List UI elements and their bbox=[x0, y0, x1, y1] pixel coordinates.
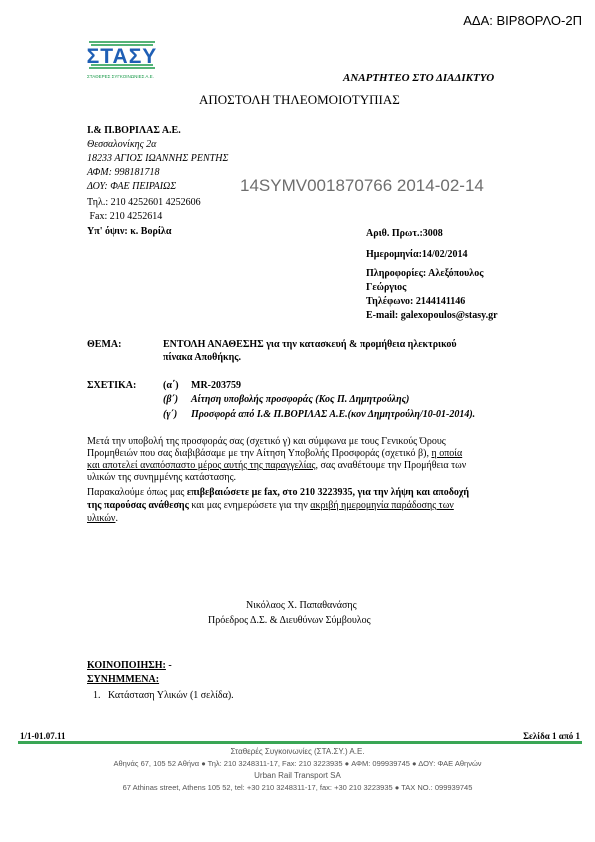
ada-code: ΑΔΑ: ΒΙΡ8ΟΡΛΟ-2Π bbox=[463, 13, 582, 28]
contact-email[interactable]: E-mail: galexopoulos@stasy.gr bbox=[366, 310, 498, 321]
posted-online-label: ΑΝΑΡΤΗΤΕΟ ΣΤΟ ΔΙΑΔΙΚΤΥΟ bbox=[343, 72, 495, 84]
subject-line1: ΕΝΤΟΛΗ ΑΝΑΘΕΣΗΣ για την κατασκευή & προμήθεια ηλεκτρικού bbox=[163, 339, 457, 350]
related-item-c: Προσφορά από Ι.& Π.ΒΟΡΙΛΑΣ Α.Ε.(κον Δημητρούλη/10-01-2014). bbox=[191, 409, 476, 420]
stasy-logo bbox=[87, 32, 157, 82]
related-label: ΣΧΕΤΙΚΑ: bbox=[87, 380, 137, 391]
info-contact: Πληροφορίες: Αλεξόπουλος bbox=[366, 268, 484, 279]
recipient-fax: Fax: 210 4252614 bbox=[87, 211, 163, 222]
related-item-b: Αίτηση υποβολής προσφοράς (Κος Π. Δημητρούλης) bbox=[191, 394, 410, 405]
form-code: 1/1-01.07.11 bbox=[20, 731, 66, 741]
body-p2-line1: Παρακαλούμε όπως μας επιβεβαιώσετε με fax, στο 210 3223935, για την λήψη και αποδοχή bbox=[87, 487, 470, 498]
body-p2-line3: υλικών. bbox=[87, 513, 118, 524]
attachments-label: ΣΥΝΗΜΜΕΝΑ: bbox=[87, 674, 160, 685]
info-contact-name: Γεώργιος bbox=[366, 282, 407, 293]
footer-company-gr: Σταθερές Συγκοινωνίες (ΣΤΑ.ΣΥ.) Α.Ε. bbox=[230, 747, 365, 756]
svg-text:ΣΤΑΣΥ: ΣΤΑΣΥ bbox=[87, 45, 157, 68]
body-p1-line3: και αποτελεί αναπόσπαστο μέρος αυτής της παραγγελίας, σας αναθέτουμε την Προμήθεια των bbox=[87, 460, 467, 471]
registry-stamp: 14SYMV001870766 2014-02-14 bbox=[240, 176, 484, 195]
protocol-number: Αριθ. Πρωτ.:3008 bbox=[366, 228, 443, 239]
footer-address-gr: Αθηνάς 67, 105 52 Αθήνα ● Τηλ: 210 3248311-17, Fax: 210 3223935 ● ΑΦΜ: 099939745 ● ΔΟΥ: ΦΑΕ Αθηνών bbox=[113, 759, 482, 768]
recipient-doy: ΔΟΥ: ΦΑΕ ΠΕΙΡΑΙΩΣ bbox=[87, 181, 177, 192]
recipient-company: Ι.& Π.ΒΟΡΙΛΑΣ Α.Ε. bbox=[87, 125, 181, 136]
body-p2-line2: της παρούσας ανάθεσης και μας ενημερώσετε για την ακριβή ημερομηνία παράδοσης των bbox=[87, 500, 454, 511]
contact-phone: Τηλέφωνο: 2144141146 bbox=[366, 296, 466, 307]
attachment-item: 1. Κατάσταση Υλικών (1 σελίδα). bbox=[93, 690, 234, 701]
recipient-phone: Τηλ.: 210 4252601 4252606 bbox=[87, 197, 201, 208]
body-p1-line1: Μετά την υποβολή της προσφοράς σας (σχετικό γ) και σύμφωνα με τους Γενικούς Όρους bbox=[87, 436, 446, 447]
footer-address-en: 67 Athinas street, Athens 105 52, tel: +30 210 3248311-17, fax: +30 210 3223935 ● TAX NO.: 099939745 bbox=[122, 783, 473, 792]
recipient-afm: ΑΦΜ: 998181718 bbox=[87, 167, 160, 178]
recipient-city: 18233 ΑΓΙΟΣ ΙΩΑΝΝΗΣ ΡΕΝΤΗΣ bbox=[87, 153, 229, 164]
logo-subtitle: ΣΤΑΘΕΡΕΣ ΣΥΓΚΟΙΝΩΝΙΕΣ Α.Ε. bbox=[87, 74, 154, 79]
related-mark-b: (β΄) bbox=[163, 394, 179, 405]
recipient-street: Θεσσαλονίκης 2α bbox=[87, 139, 157, 150]
body-p1-line4: υλικών της συνημμένης κατάστασης. bbox=[87, 472, 237, 483]
recipient-attention: Υπ' όψιν: κ. Βορίλα bbox=[87, 226, 172, 237]
footer-company-en: Urban Rail Transport SA bbox=[254, 771, 341, 780]
body-p1-line2: Προμηθειών που σας διαβιβάσαμε με την Αίτηση Υποβολής Προσφοράς (σχετικό β), η οποία bbox=[87, 448, 463, 459]
related-item-a: MR-203759 bbox=[191, 380, 241, 391]
cc-line: ΚΟΙΝΟΠΟΙΗΣΗ: - bbox=[87, 660, 172, 671]
document-title: ΑΠΟΣΤΟΛΗ ΤΗΛΕΟΜΟΙΟΤΥΠΙΑΣ bbox=[199, 92, 400, 107]
page-number: Σελίδα 1 από 1 bbox=[523, 731, 580, 741]
signatory-name: Νικόλαος Χ. Παπαθανάσης bbox=[246, 600, 357, 611]
related-mark-c: (γ΄) bbox=[163, 409, 178, 420]
signatory-title: Πρόεδρος Δ.Σ. & Διευθύνων Σύμβουλος bbox=[208, 615, 371, 626]
related-mark-a: (α΄) bbox=[163, 380, 179, 391]
subject-label: ΘΕΜΑ: bbox=[87, 339, 122, 350]
document-date: Ημερομηνία:14/02/2014 bbox=[366, 249, 468, 260]
footer-divider bbox=[18, 741, 582, 744]
subject-line2: πίνακα Αποθήκης. bbox=[163, 352, 241, 363]
